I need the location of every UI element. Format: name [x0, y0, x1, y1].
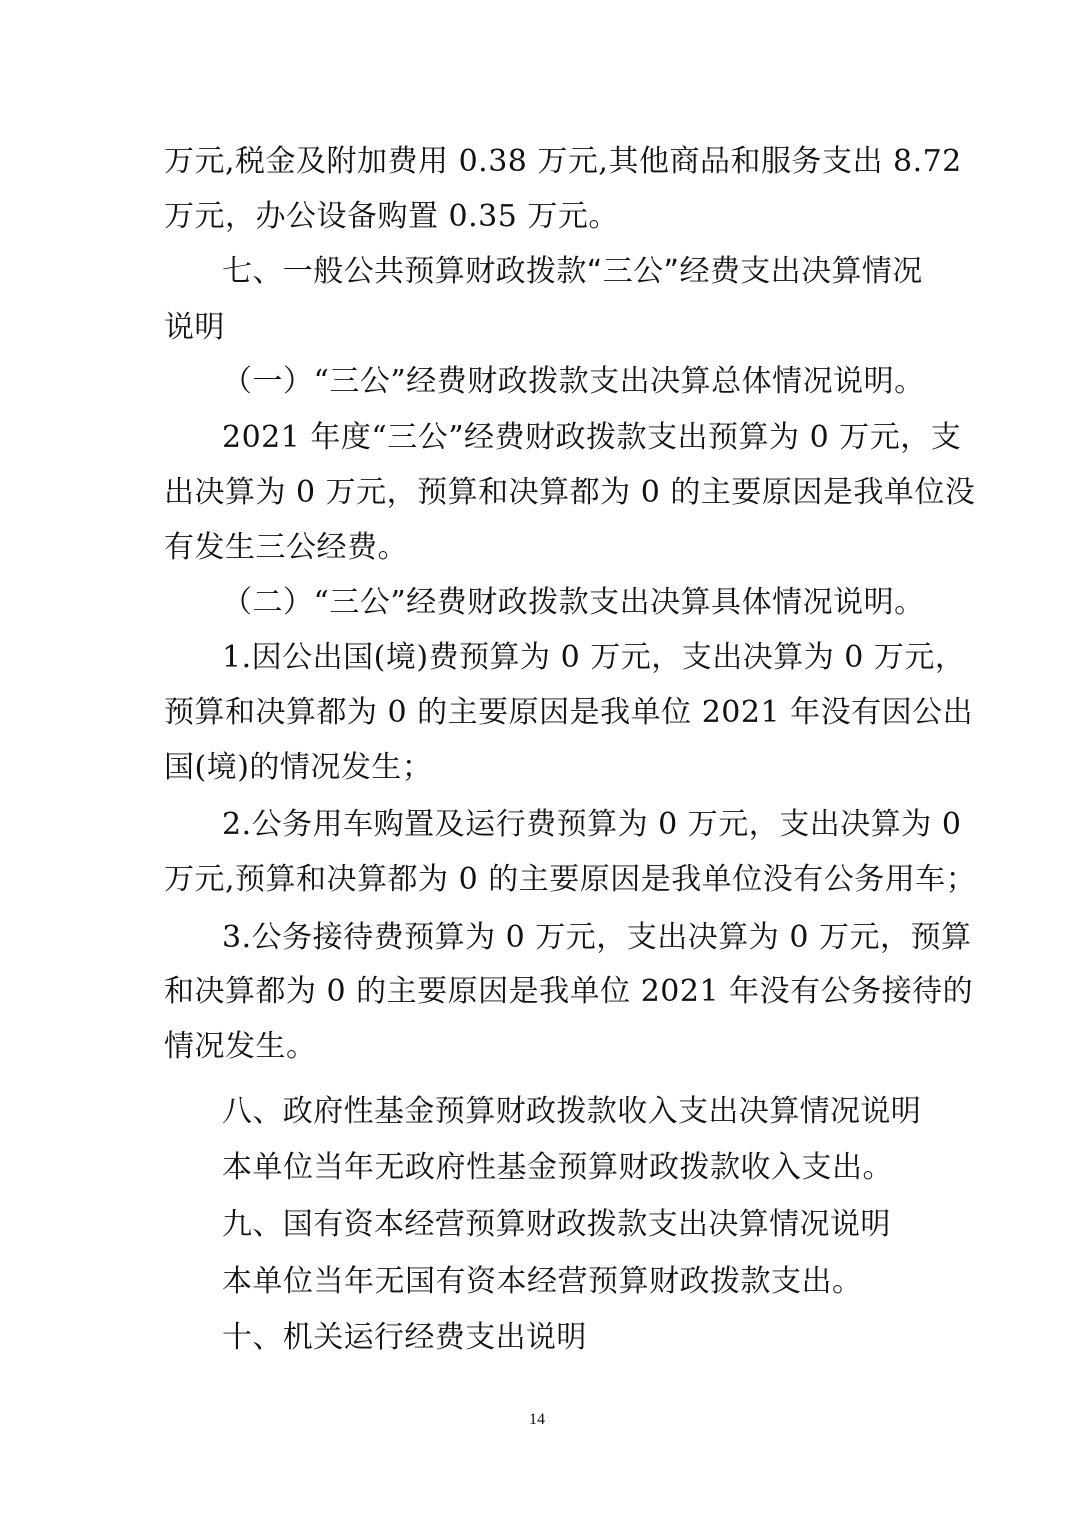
paragraph-line: 万元，办公设备购置 0.35 万元。	[164, 199, 619, 234]
paragraph-line: 有发生三公经费。	[164, 530, 408, 565]
section-heading-8: 八、政府性基金预算财政拨款收入支出决算情况说明	[222, 1094, 922, 1129]
paragraph-line: 本单位当年无政府性基金预算财政拨款收入支出。	[222, 1150, 893, 1185]
paragraph-line: 预算和决算都为 0 的主要原因是我单位 2021 年没有因公出	[164, 695, 974, 730]
paragraph-line: 和决算都为 0 的主要原因是我单位 2021 年没有公务接待的	[164, 974, 974, 1009]
section-heading-9: 九、国有资本经营预算财政拨款支出决算情况说明	[222, 1207, 891, 1242]
paragraph-line: 2021 年度“三公”经费财政拨款支出预算为 0 万元，支	[222, 420, 962, 455]
section-heading-7-continued: 说明	[164, 310, 225, 345]
paragraph-line: 国(境)的情况发生；	[164, 750, 433, 785]
subsection-heading-2: （二）“三公”经费财政拨款支出决算具体情况说明。	[222, 585, 925, 620]
list-item-1: 1.因公出国(境)费预算为 0 万元，支出决算为 0 万元，	[222, 640, 966, 675]
paragraph-line: 出决算为 0 万元，预算和决算都为 0 的主要原因是我单位没	[164, 475, 976, 510]
section-heading-10: 十、机关运行经费支出说明	[222, 1320, 587, 1355]
page-number: 14	[529, 1411, 545, 1428]
section-heading-7: 七、一般公共预算财政拨款“三公”经费支出决算情况	[222, 254, 923, 289]
paragraph-line: 本单位当年无国有资本经营预算财政拨款支出。	[222, 1264, 863, 1299]
list-item-2: 2.公务用车购置及运行费预算为 0 万元，支出决算为 0	[222, 807, 962, 842]
list-item-3: 3.公务接待费预算为 0 万元，支出决算为 0 万元，预算	[222, 920, 972, 955]
subsection-heading-1: （一）“三公”经费财政拨款支出决算总体情况说明。	[222, 364, 925, 399]
paragraph-line: 万元,税金及附加费用 0.38 万元,其他商品和服务支出 8.72	[164, 144, 962, 179]
paragraph-line: 万元,预算和决算都为 0 的主要原因是我单位没有公务用车；	[164, 862, 977, 897]
paragraph-line: 情况发生。	[164, 1029, 317, 1064]
